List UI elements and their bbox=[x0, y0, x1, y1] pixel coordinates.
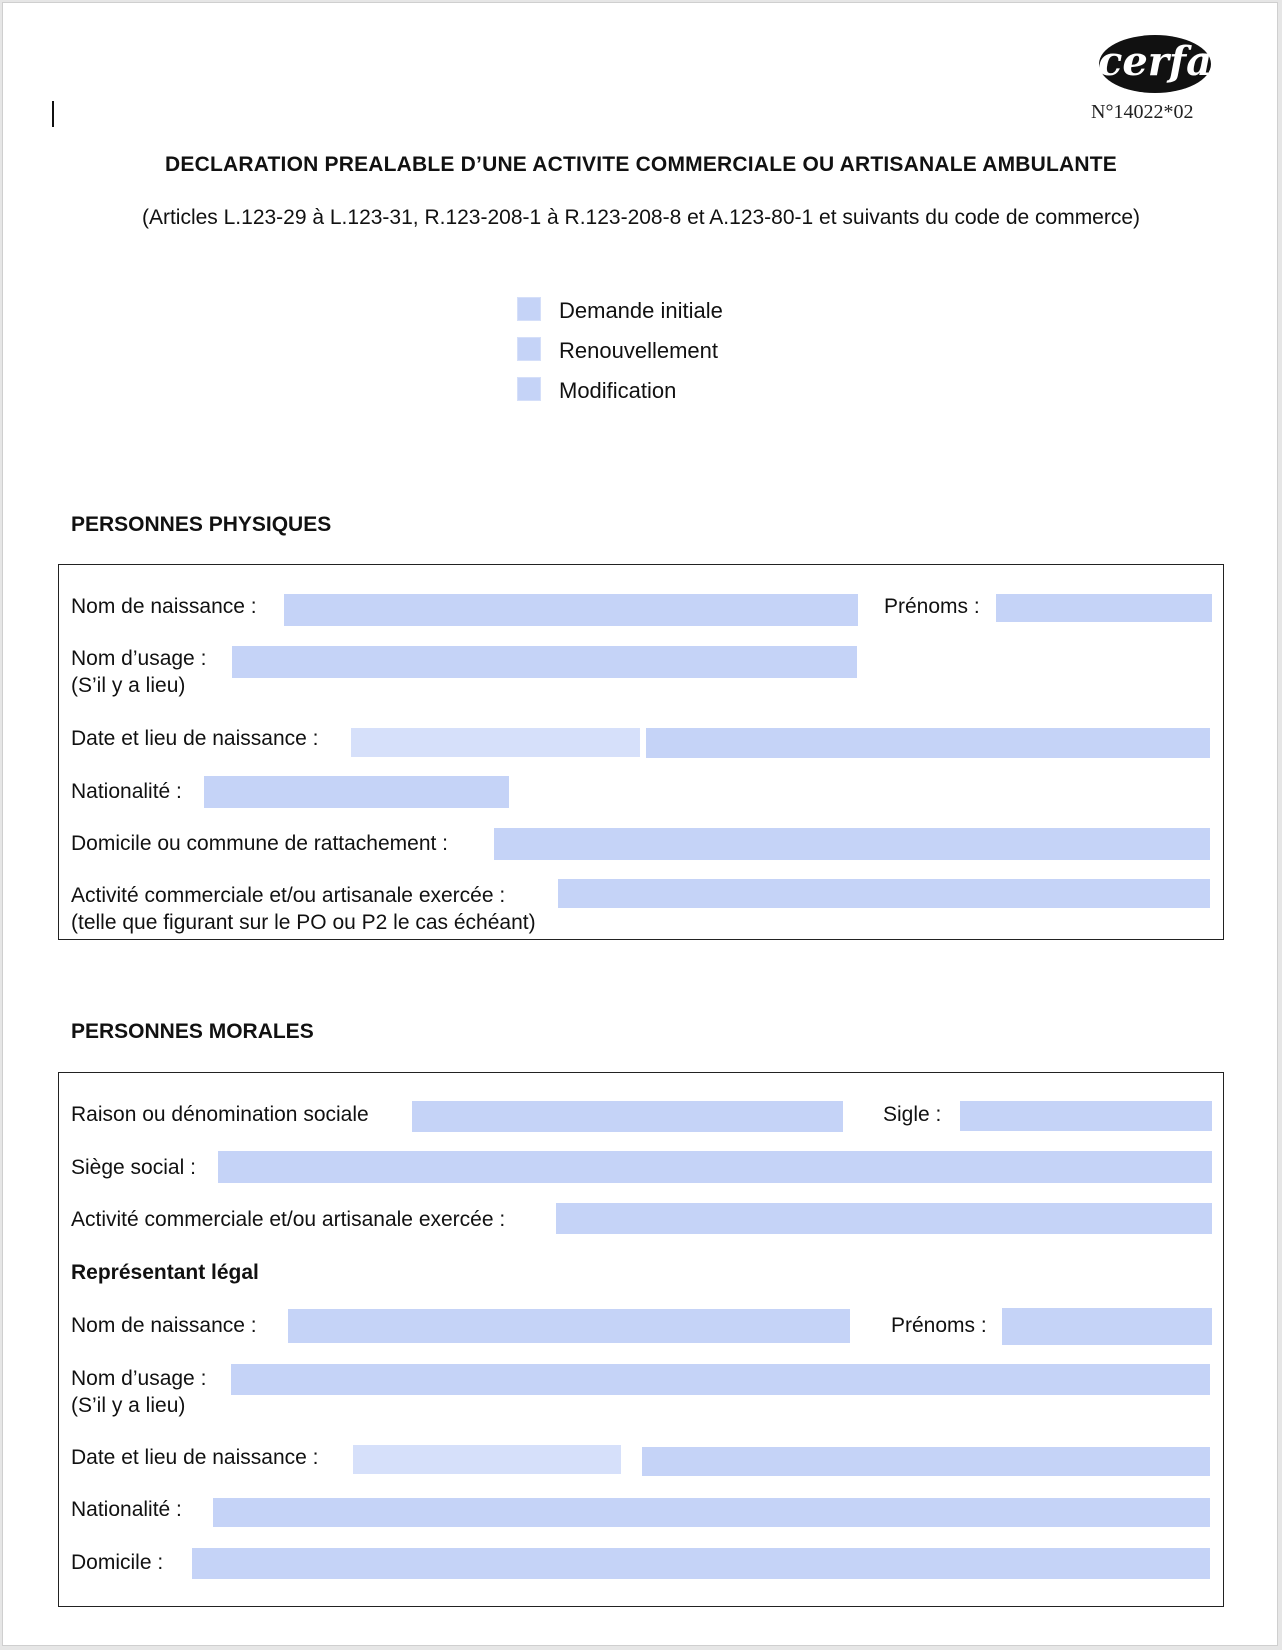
text-cursor bbox=[52, 101, 54, 127]
pm-lieu-naissance-field[interactable] bbox=[642, 1447, 1210, 1476]
pp-nom-usage-note: (S’il y a lieu) bbox=[71, 674, 186, 697]
pm-sigle-field[interactable] bbox=[960, 1101, 1212, 1131]
pm-siege-social-field[interactable] bbox=[218, 1151, 1212, 1183]
pm-raison-sociale-label: Raison ou dénomination sociale bbox=[71, 1103, 369, 1126]
pp-date-naissance-field[interactable] bbox=[351, 728, 640, 757]
pm-nom-usage-note: (S’il y a lieu) bbox=[71, 1394, 186, 1417]
pm-date-naissance-field[interactable] bbox=[353, 1445, 621, 1474]
pp-date-lieu-naissance-label: Date et lieu de naissance : bbox=[71, 727, 319, 750]
pm-domicile-label: Domicile : bbox=[71, 1551, 164, 1574]
pm-domicile-field[interactable] bbox=[192, 1548, 1210, 1579]
pm-sigle-label: Sigle : bbox=[883, 1103, 942, 1126]
pp-activite-label: Activité commerciale et/ou artisanale exercée : bbox=[71, 884, 506, 907]
pm-nom-usage-label: Nom d’usage : bbox=[71, 1367, 207, 1390]
cerfa-logo bbox=[1097, 33, 1213, 95]
checkbox-modification[interactable] bbox=[517, 377, 541, 401]
checkbox-renouvellement[interactable] bbox=[517, 337, 541, 361]
form-number: N°14022*02 bbox=[1091, 101, 1194, 123]
checkbox-demande-initiale[interactable] bbox=[517, 297, 541, 321]
section-title-personnes-morales: PERSONNES MORALES bbox=[71, 1020, 314, 1043]
pm-representant-heading: Représentant légal bbox=[71, 1261, 259, 1284]
pm-nationalite-label: Nationalité : bbox=[71, 1498, 182, 1521]
pp-prenoms-label: Prénoms : bbox=[884, 595, 980, 618]
pm-activite-label: Activité commerciale et/ou artisanale exercée : bbox=[71, 1208, 506, 1231]
form-page bbox=[2, 2, 1278, 1646]
pm-nom-usage-field[interactable] bbox=[231, 1364, 1210, 1395]
pp-domicile-field[interactable] bbox=[494, 828, 1210, 860]
pm-nationalite-field[interactable] bbox=[213, 1498, 1210, 1527]
checkbox-label-modification: Modification bbox=[559, 378, 677, 403]
pm-prenoms-field[interactable] bbox=[1002, 1308, 1212, 1345]
pp-lieu-naissance-field[interactable] bbox=[646, 728, 1210, 758]
checkbox-label-demande-initiale: Demande initiale bbox=[559, 298, 723, 323]
pp-nom-usage-label: Nom d’usage : bbox=[71, 647, 207, 670]
pm-activite-field[interactable] bbox=[556, 1203, 1212, 1234]
pp-domicile-label: Domicile ou commune de rattachement : bbox=[71, 832, 449, 855]
page-title: DECLARATION PREALABLE D’UNE ACTIVITE COMMERCIALE OU ARTISANALE AMBULANTE bbox=[165, 153, 1117, 176]
pm-nom-naissance-field[interactable] bbox=[288, 1309, 850, 1343]
pm-siege-social-label: Siège social : bbox=[71, 1156, 196, 1179]
pp-prenoms-field[interactable] bbox=[996, 594, 1212, 622]
section-title-personnes-physiques: PERSONNES PHYSIQUES bbox=[71, 513, 332, 536]
pp-activite-field[interactable] bbox=[558, 879, 1210, 908]
svg-text:cerfa: cerfa bbox=[1097, 38, 1213, 85]
checkbox-label-renouvellement: Renouvellement bbox=[559, 338, 718, 363]
pm-raison-sociale-field[interactable] bbox=[412, 1101, 843, 1132]
pp-nom-usage-field[interactable] bbox=[232, 646, 857, 678]
pp-nationalite-field[interactable] bbox=[204, 776, 509, 808]
pp-activite-note: (telle que figurant sur le PO ou P2 le cas échéant) bbox=[71, 911, 536, 934]
page-subtitle: (Articles L.123-29 à L.123-31, R.123-208-1 à R.123-208-8 et A.123-80-1 et suivants du code de commerce) bbox=[141, 206, 1141, 229]
pm-nom-naissance-label: Nom de naissance : bbox=[71, 1314, 257, 1337]
pp-nationalite-label: Nationalité : bbox=[71, 780, 182, 803]
pp-nom-naissance-label: Nom de naissance : bbox=[71, 595, 257, 618]
pm-date-lieu-naissance-label: Date et lieu de naissance : bbox=[71, 1446, 319, 1469]
pm-prenoms-label: Prénoms : bbox=[891, 1314, 987, 1337]
pp-nom-naissance-field[interactable] bbox=[284, 594, 858, 626]
